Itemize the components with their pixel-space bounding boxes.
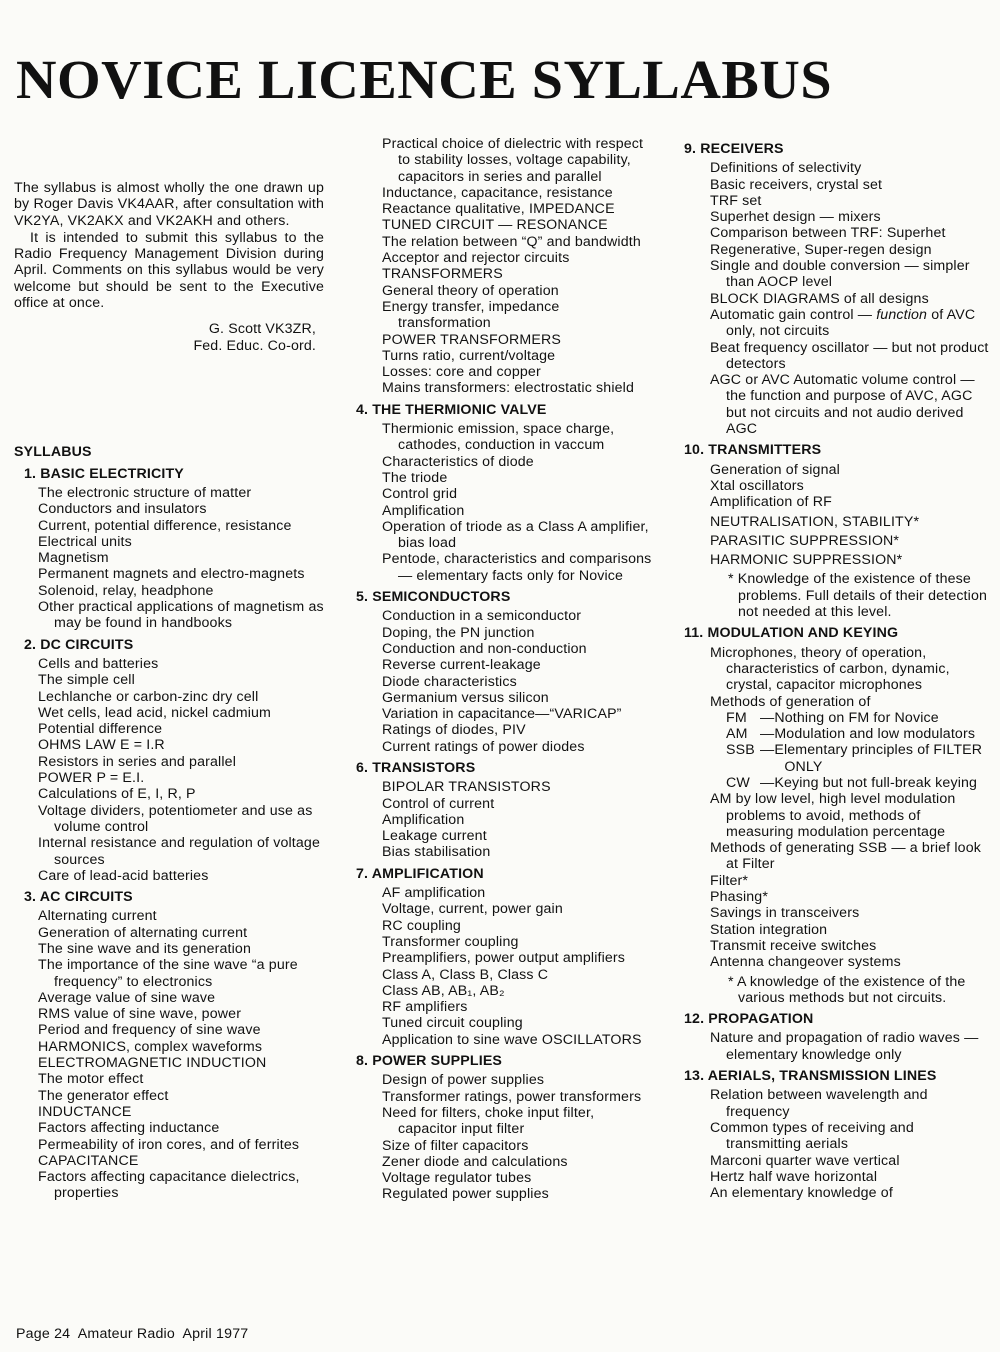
list-item: Beat frequency oscillator — but not product detectors xyxy=(710,339,989,372)
item-list xyxy=(356,421,652,584)
list-item: Doping, the PN junction xyxy=(382,624,535,641)
list-item: The simple cell xyxy=(38,672,135,689)
mode-list xyxy=(710,710,990,791)
syllabus-heading: SYLLABUS xyxy=(14,444,92,461)
section-number: 7. xyxy=(356,865,369,882)
list-item: BLOCK DIAGRAMS of all designs xyxy=(710,290,929,307)
section-transmitters xyxy=(684,442,990,620)
list-item: TRF set xyxy=(710,192,762,209)
list-item: TRANSFORMERS xyxy=(382,266,503,283)
list-item: Class AB, AB₁, AB₂ xyxy=(382,982,505,999)
section-name: RECEIVERS xyxy=(700,141,784,157)
footnote: * A knowledge of the existence of the various methods but not circuits. xyxy=(728,973,966,1006)
section-number: 2. xyxy=(24,636,37,653)
page-number: Page 24 xyxy=(16,1326,71,1342)
list-item: Operation of triode as a Class A amplifier, bias load xyxy=(382,518,649,552)
section-number: 8. xyxy=(356,1053,369,1070)
list-item: Pentode, characteristics and comparisons — elementary facts only for Novice xyxy=(382,551,652,584)
list-item: Characteristics of diode xyxy=(382,453,534,470)
section-number: 3. xyxy=(24,889,37,906)
list-item-agc xyxy=(710,307,990,340)
list-item: Amplification xyxy=(382,502,465,519)
agc-text: Automatic gain control — xyxy=(710,306,877,323)
list-item: Mains transformers: electrostatic shield xyxy=(382,380,635,397)
list-item: Magnetism xyxy=(38,550,109,567)
dash: — xyxy=(760,726,775,743)
list-item: Voltage, current, power gain xyxy=(382,901,563,918)
list-item: An elementary knowledge of xyxy=(710,1185,893,1202)
list-item: Electrical units xyxy=(38,533,132,550)
list-item: TUNED CIRCUIT — RESONANCE xyxy=(382,217,608,234)
section-number: 11. xyxy=(684,625,704,642)
signature-name: G. Scott VK3ZR, xyxy=(208,321,316,338)
list-item: Current ratings of power diodes xyxy=(382,738,585,755)
item-group-starred xyxy=(710,514,990,569)
list-item: Station integration xyxy=(710,921,828,938)
list-item: Zener diode and calculations xyxy=(382,1153,568,1170)
section-title xyxy=(14,466,324,482)
section-transistors xyxy=(356,760,652,861)
list-item: Lechlanche or carbon-zinc dry cell xyxy=(38,688,259,705)
list-item: OHMS LAW E = I.R xyxy=(38,737,165,754)
list-item: Generation of signal xyxy=(710,461,840,478)
section-number: 4. xyxy=(356,401,369,418)
list-item: Definitions of selectivity xyxy=(710,160,862,177)
agc-text-end: of AVC only, not circuits xyxy=(726,306,976,340)
section-thermionic-valve xyxy=(356,402,652,584)
list-item: Relation between wavelength and frequency xyxy=(710,1087,928,1120)
list-item: Factors affecting inductance xyxy=(38,1120,220,1137)
mode-row xyxy=(726,775,990,791)
list-item: Voltage regulator tubes xyxy=(382,1170,532,1187)
section-number: 5. xyxy=(356,589,369,606)
section-title xyxy=(684,141,990,157)
item-list xyxy=(684,160,990,437)
item-group xyxy=(710,340,990,438)
list-item: CAPACITANCE xyxy=(38,1152,139,1169)
section-name: MODULATION AND KEYING xyxy=(707,625,899,642)
footnote: * Knowledge of the existence of these problems. Full details of their detection not needed at this level. xyxy=(728,571,988,621)
dash: — xyxy=(760,709,775,726)
list-item: Variation in capacitance—“VARICAP” xyxy=(382,706,622,723)
section-title xyxy=(356,589,652,605)
item-group xyxy=(710,645,990,710)
list-item: Energy transfer, impedance transformation xyxy=(382,298,560,332)
list-item: Amplification of RF xyxy=(710,494,832,511)
column-1 xyxy=(14,180,324,1206)
signature xyxy=(14,321,316,355)
mode-row xyxy=(726,710,990,726)
mode-key: FM xyxy=(726,709,747,726)
list-item: Savings in transceivers xyxy=(710,905,860,922)
list-item: POWER TRANSFORMERS xyxy=(382,331,562,348)
section-title xyxy=(356,760,652,776)
list-item: Need for filters, choke input filter, capacitor input filter xyxy=(382,1104,595,1138)
item-list xyxy=(356,136,652,397)
section-name: THE THERMIONIC VALVE xyxy=(372,401,547,418)
list-item: Reactance qualitative, IMPEDANCE xyxy=(382,201,615,218)
section-name: BASIC ELECTRICITY xyxy=(40,465,184,482)
section-number: 9. xyxy=(684,141,697,157)
list-item: The motor effect xyxy=(38,1071,144,1088)
list-item: Regenerative, Super-regen design xyxy=(710,241,932,258)
list-item: Antenna changeover systems xyxy=(710,954,901,971)
list-item: The importance of the sine wave “a pure frequency” to electronics xyxy=(38,957,298,990)
list-item: Potential difference xyxy=(38,721,163,738)
list-item: Methods of generation of xyxy=(710,693,871,710)
publication-name: Amateur Radio xyxy=(77,1326,175,1342)
section-number: 12. xyxy=(684,1011,705,1028)
agc-emphasis: function xyxy=(876,306,928,323)
list-item: The generator effect xyxy=(38,1087,169,1104)
item-list xyxy=(684,1087,990,1201)
list-item: Leakage current xyxy=(382,828,487,845)
intro-paragraph-2: It is intended to submit this syllabus to the Radio Frequency Management Division during April. Comments on this syllabus would be very welcome but should be sent to the Executive office at once. xyxy=(14,229,324,312)
list-item: Microphones, theory of operation, characteristics of carbon, dynamic, crystal, capacitor microphones xyxy=(710,644,950,694)
item-list xyxy=(684,1030,990,1063)
item-list xyxy=(14,485,324,632)
item-list xyxy=(14,656,324,884)
section-title xyxy=(14,637,324,653)
list-item: PARASITIC SUPPRESSION* xyxy=(710,532,900,549)
list-item: ELECTROMAGNETIC INDUCTION xyxy=(38,1055,267,1072)
list-item: Reverse current-leakage xyxy=(382,657,541,674)
section-dc-circuits xyxy=(14,637,324,884)
section-modulation-keying xyxy=(684,625,990,1006)
list-item: HARMONIC SUPPRESSION* xyxy=(710,552,903,569)
list-item: Application to sine wave OSCILLATORS xyxy=(382,1031,642,1048)
list-item: The triode xyxy=(382,469,448,486)
section-semiconductors xyxy=(356,589,652,755)
list-item: Turns ratio, current/voltage xyxy=(382,347,556,364)
list-item: Filter* xyxy=(710,872,749,889)
list-item: Permeability of iron cores, and of ferrites xyxy=(38,1136,300,1153)
section-title xyxy=(684,625,990,641)
list-item: The relation between “Q” and bandwidth xyxy=(382,233,641,250)
list-item: Solenoid, relay, headphone xyxy=(38,582,214,599)
section-ac-circuits xyxy=(14,889,324,1202)
list-item: Single and double conversion — simpler than AOCP level xyxy=(710,258,970,291)
list-item: Transformer ratings, power transformers xyxy=(382,1088,642,1105)
list-item: Wet cells, lead acid, nickel cadmium xyxy=(38,704,272,721)
list-item: Superhet design — mixers xyxy=(710,209,881,226)
section-title xyxy=(684,1068,990,1084)
list-item: Diode characteristics xyxy=(382,673,517,690)
list-item: INDUCTANCE xyxy=(38,1103,132,1120)
list-item: General theory of operation xyxy=(382,282,559,299)
list-item: BIPOLAR TRANSISTORS xyxy=(382,779,551,796)
item-list xyxy=(684,645,990,1007)
list-item: Xtal oscillators xyxy=(710,477,804,494)
list-item: Losses: core and copper xyxy=(382,364,541,381)
list-item: Bias stabilisation xyxy=(382,844,491,861)
list-item: Methods of generating SSB — a brief look at Filter xyxy=(710,840,981,873)
item-list xyxy=(14,908,324,1201)
section-name: DC CIRCUITS xyxy=(40,636,134,653)
list-item: Nature and propagation of radio waves — elementary knowledge only xyxy=(710,1030,979,1063)
mode-value: Modulation and low modulators xyxy=(774,726,976,743)
list-item: Generation of alternating current xyxy=(38,924,248,941)
intro xyxy=(14,180,324,355)
list-item: HARMONICS, complex waveforms xyxy=(38,1038,263,1055)
list-item: Basic receivers, crystal set xyxy=(710,176,883,193)
list-item: AGC or AVC Automatic volume control — the function and purpose of AVC, AGC but not circuits and not audio derived AGC xyxy=(710,372,975,438)
section-receivers xyxy=(684,141,990,437)
list-item: RC coupling xyxy=(382,917,461,934)
list-item: Comparison between TRF: Superhet xyxy=(710,225,946,242)
list-item: The sine wave and its generation xyxy=(38,940,252,957)
dash: — xyxy=(760,742,775,759)
section-name: AC CIRCUITS xyxy=(39,889,133,906)
list-item: Hertz half wave horizontal xyxy=(710,1168,878,1185)
section-number: 10. xyxy=(684,442,705,459)
mode-key: CW xyxy=(726,774,750,791)
list-item: Practical choice of dielectric with respect to stability losses, voltage capability, capacitors in series and parallel xyxy=(382,136,644,185)
section-number: 13. xyxy=(684,1068,705,1085)
list-item: Period and frequency of sine wave xyxy=(38,1022,261,1039)
list-item: Transformer coupling xyxy=(382,933,519,950)
publication-date: April 1977 xyxy=(182,1326,249,1342)
list-item: Control of current xyxy=(382,795,495,812)
column-2 xyxy=(356,136,652,1207)
dash: — xyxy=(760,774,775,791)
list-item: The electronic structure of matter xyxy=(38,484,252,501)
list-item: Class A, Class B, Class C xyxy=(382,966,549,983)
section-name: TRANSMITTERS xyxy=(708,442,822,459)
list-item: Marconi quarter wave vertical xyxy=(710,1152,900,1169)
item-group xyxy=(710,462,990,511)
section-aerials xyxy=(684,1068,990,1201)
list-item: Tuned circuit coupling xyxy=(382,1015,523,1032)
column-3 xyxy=(684,136,990,1205)
page-footer xyxy=(16,1326,248,1342)
list-item: Average value of sine wave xyxy=(38,989,216,1006)
section-name: TRANSISTORS xyxy=(372,759,476,776)
list-item: Resistors in series and parallel xyxy=(38,753,236,770)
list-item: Germanium versus silicon xyxy=(382,689,549,706)
section-title xyxy=(356,1053,652,1069)
list-item: Ratings of diodes, PIV xyxy=(382,722,526,739)
list-item: Common types of receiving and transmitting aerials xyxy=(710,1119,914,1153)
section-title xyxy=(356,402,652,418)
list-item: Design of power supplies xyxy=(382,1072,545,1089)
section-basic-electricity xyxy=(14,466,324,632)
list-item: Thermionic emission, space charge, cathodes, conduction in vaccum xyxy=(382,421,615,454)
list-item: Amplification xyxy=(382,811,465,828)
section-name: SEMICONDUCTORS xyxy=(372,589,511,606)
list-item: Preamplifiers, power output amplifiers xyxy=(382,950,626,967)
signature-role: Fed. Educ. Co-ord. xyxy=(193,338,316,355)
section-propagation xyxy=(684,1011,990,1063)
list-item: Internal resistance and regulation of voltage sources xyxy=(38,835,321,868)
item-group xyxy=(710,160,990,307)
section-number: 1. xyxy=(24,465,37,482)
list-item: AM by low level, high level modulation problems to avoid, methods of measuring modulation percentage xyxy=(710,791,956,840)
list-item: Conductors and insulators xyxy=(38,501,207,518)
section-name: AMPLIFICATION xyxy=(371,865,484,882)
list-item: Calculations of E, I, R, P xyxy=(38,786,196,803)
list-item: RMS value of sine wave, power xyxy=(38,1006,242,1023)
list-item: Size of filter capacitors xyxy=(382,1137,529,1154)
mode-value: Elementary principles of FILTER ONLY xyxy=(774,742,983,775)
section-name: AERIALS, TRANSMISSION LINES xyxy=(707,1068,937,1085)
mode-row xyxy=(726,726,990,742)
mode-value: Keying but not full-break keying xyxy=(774,774,978,791)
list-item: POWER P = E.I. xyxy=(38,770,145,787)
list-item: Control grid xyxy=(382,486,458,503)
list-item: Alternating current xyxy=(38,908,157,925)
list-item: Inductance, capacitance, resistance xyxy=(382,184,613,201)
list-item: Other practical applications of magnetism as may be found in handbooks xyxy=(38,599,324,632)
mode-key: AM xyxy=(726,726,748,743)
list-item: Factors affecting capacitance dielectrics, properties xyxy=(38,1169,300,1202)
section-number: 6. xyxy=(356,759,369,776)
item-list xyxy=(684,462,990,621)
list-item: Voltage dividers, potentiometer and use as volume control xyxy=(38,802,313,835)
intro-paragraph-1: The syllabus is almost wholly the one drawn up by Roger Davis VK4AAR, after consultation with VK2YA, VK2AKX and VK2AKH and others. xyxy=(14,180,324,229)
section-power-supplies xyxy=(356,1053,652,1203)
list-item: Permanent magnets and electro-magnets xyxy=(38,566,305,583)
list-item: Current, potential difference, resistance xyxy=(38,517,292,534)
list-item: Conduction and non-conduction xyxy=(382,640,587,657)
section-name: POWER SUPPLIES xyxy=(372,1053,503,1070)
list-item: Cells and batteries xyxy=(38,655,159,672)
mode-key: SSB xyxy=(726,742,755,759)
list-item: AF amplification xyxy=(382,885,486,902)
mode-row xyxy=(726,742,990,775)
item-list xyxy=(356,608,652,755)
section-ac-circuits-continued xyxy=(356,136,652,397)
list-item: Care of lead-acid batteries xyxy=(38,867,209,884)
section-title xyxy=(684,442,990,458)
item-list xyxy=(356,885,652,1048)
item-group xyxy=(710,791,990,970)
list-item: Conduction in a semiconductor xyxy=(382,608,582,625)
list-item: RF amplifiers xyxy=(382,999,468,1016)
section-amplification xyxy=(356,866,652,1048)
item-list xyxy=(356,779,652,860)
section-title xyxy=(684,1011,990,1027)
section-title xyxy=(356,866,652,882)
section-name: PROPAGATION xyxy=(708,1011,814,1028)
section-title xyxy=(14,889,324,905)
list-item: Phasing* xyxy=(710,889,768,906)
list-item: NEUTRALISATION, STABILITY* xyxy=(710,513,920,530)
item-list xyxy=(356,1072,652,1202)
list-item: Acceptor and rejector circuits xyxy=(382,250,570,267)
list-item: Transmit receive switches xyxy=(710,937,877,954)
page-title: NOVICE LICENCE SYLLABUS xyxy=(16,49,833,110)
list-item: Regulated power supplies xyxy=(382,1186,549,1203)
mode-value: Nothing on FM for Novice xyxy=(774,709,939,726)
